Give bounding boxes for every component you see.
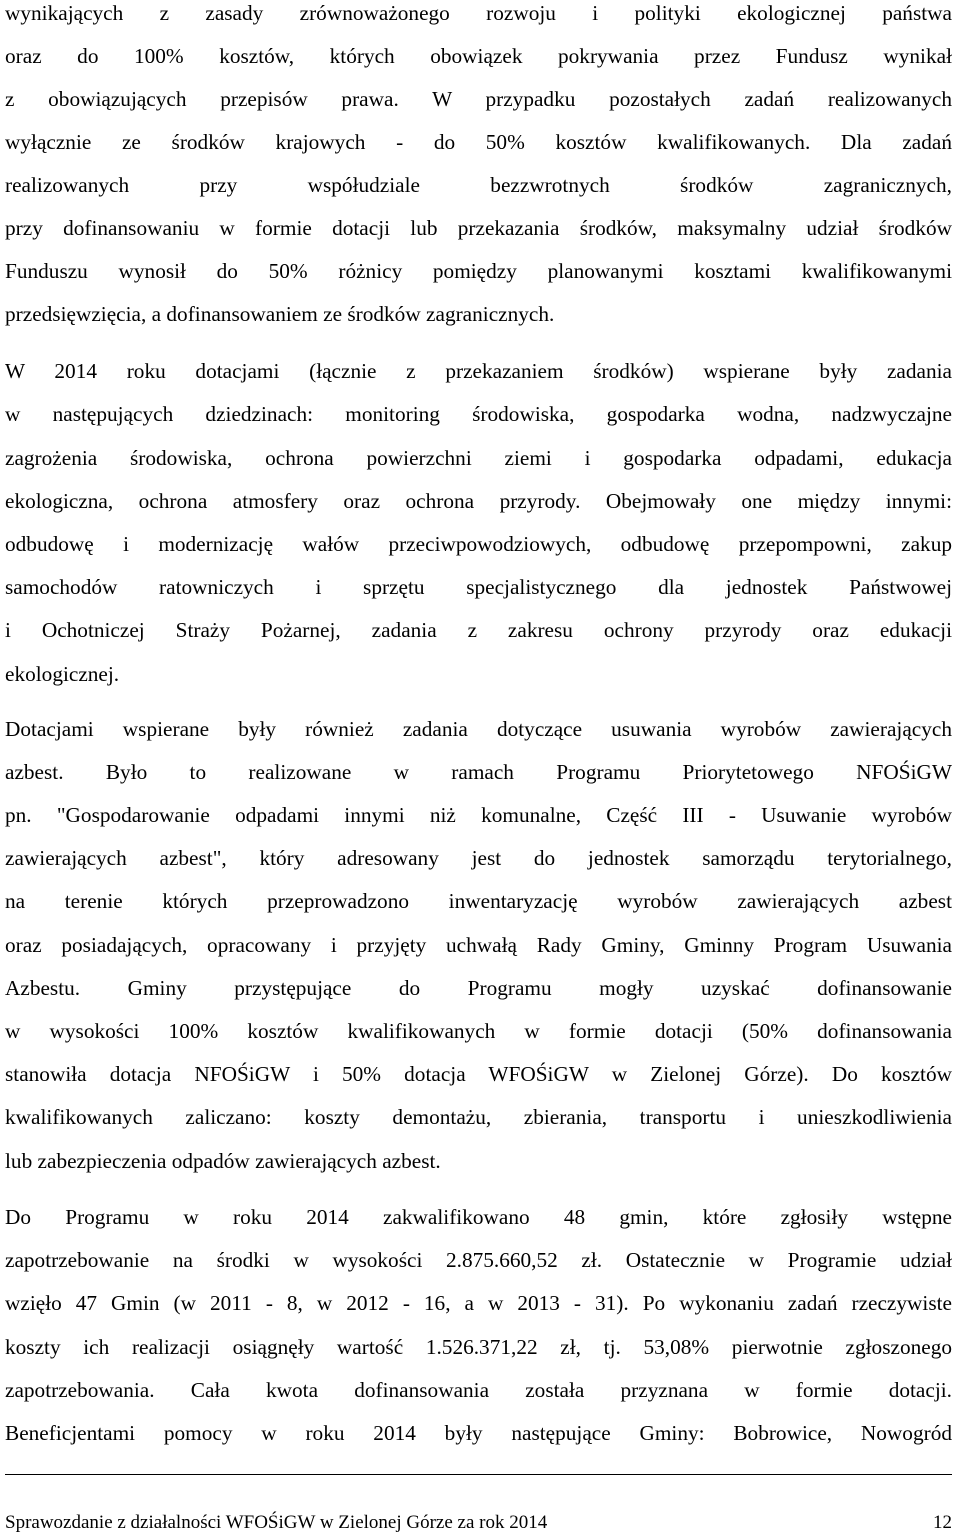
text-line: z obowiązujących przepisów prawa. W przypadku pozostałych zadań realizowanych (5, 87, 952, 111)
footer-divider (5, 1474, 952, 1475)
text-line: Do Programu w roku 2014 zakwalifikowano 48 gmin, które zgłosiły wstępne (5, 1205, 952, 1229)
text-line: przedsięwzięcia, a dofinansowaniem ze środków zagranicznych. (5, 302, 555, 326)
text-line: W 2014 roku dotacjami (łącznie z przekazaniem środków) wspierane były zadania (5, 359, 952, 383)
text-line: oraz posiadających, opracowany i przyjęty uchwałą Rady Gminy, Gminny Program Usuwania (5, 933, 952, 957)
page-number: 12 (933, 1512, 952, 1533)
text-line: w następujących dziedzinach: monitoring środowiska, gospodarka wodna, nadzwyczajne (5, 402, 952, 426)
text-line: zapotrzebowanie na środki w wysokości 2.875.660,52 zł. Ostatecznie w Programie udział (5, 1248, 952, 1272)
text-line: zagrożenia środowiska, ochrona powierzchni ziemi i gospodarka odpadami, edukacja (5, 446, 952, 470)
text-line: wynikających z zasady zrównoważonego rozwoju i polityki ekologicznej państwa (5, 1, 952, 25)
text-line: w wysokości 100% kosztów kwalifikowanych w formie dotacji (50% dofinansowania (5, 1019, 952, 1043)
page-footer (5, 1512, 952, 1534)
text-line: zawierających azbest", który adresowany jest do jednostek samorządu terytorialnego, (5, 846, 952, 870)
text-line: realizowanych przy współudziale bezzwrotnych środków zagranicznych, (5, 173, 952, 197)
text-line: pn. "Gospodarowanie odpadami innymi niż komunalne, Część III - Usuwanie wyrobów (5, 803, 952, 827)
text-line: na terenie których przeprowadzono inwentaryzację wyrobów zawierających azbest (5, 889, 952, 913)
text-line: odbudowę i modernizację wałów przeciwpowodziowych, odbudowę przepompowni, zakup (5, 532, 952, 556)
text-line: samochodów ratowniczych i sprzętu specjalistycznego dla jednostek Państwowej (5, 575, 952, 599)
text-line: azbest. Było to realizowane w ramach Programu Priorytetowego NFOŚiGW (5, 760, 952, 784)
text-line: Beneficjentami pomocy w roku 2014 były następujące Gminy: Bobrowice, Nowogród (5, 1421, 952, 1445)
text-line: wyłącznie ze środków krajowych - do 50% kosztów kwalifikowanych. Dla zadań (5, 130, 952, 154)
text-line: zapotrzebowania. Cała kwota dofinansowania została przyznana w formie dotacji. (5, 1378, 952, 1402)
text-line: wzięło 47 Gmin (w 2011 - 8, w 2012 - 16, a w 2013 - 31). Po wykonaniu zadań rzeczywiste (5, 1291, 952, 1315)
text-line: przy dofinansowaniu w formie dotacji lub przekazania środków, maksymalny udział środków (5, 216, 952, 240)
text-line: oraz do 100% kosztów, których obowiązek pokrywania przez Fundusz wynikał (5, 44, 952, 68)
text-line: koszty ich realizacji osiągnęły wartość 1.526.371,22 zł, tj. 53,08% pierwotnie zgłoszonego (5, 1335, 952, 1359)
text-line: kwalifikowanych zaliczano: koszty demontażu, zbierania, transportu i unieszkodliwienia (5, 1105, 952, 1129)
text-line: lub zabezpieczenia odpadów zawierających azbest. (5, 1149, 441, 1173)
text-line: Azbestu. Gminy przystępujące do Programu mogły uzyskać dofinansowanie (5, 976, 952, 1000)
text-line: i Ochotniczej Straży Pożarnej, zadania z zakresu ochrony przyrody oraz edukacji (5, 618, 952, 642)
text-line: stanowiła dotacja NFOŚiGW i 50% dotacja WFOŚiGW w Zielonej Górze). Do kosztów (5, 1062, 952, 1086)
text-line: ekologicznej. (5, 662, 120, 686)
text-line: ekologiczna, ochrona atmosfery oraz ochrona przyrody. Obejmowały one między innymi: (5, 489, 952, 513)
footer-title: Sprawozdanie z działalności WFOŚiGW w Zielonej Górze za rok 2014 (5, 1512, 548, 1533)
text-line: Funduszu wynosił do 50% różnicy pomiędzy planowanymi kosztami kwalifikowanymi (5, 259, 952, 283)
text-line: Dotacjami wspierane były również zadania dotyczące usuwania wyrobów zawierających (5, 717, 952, 741)
